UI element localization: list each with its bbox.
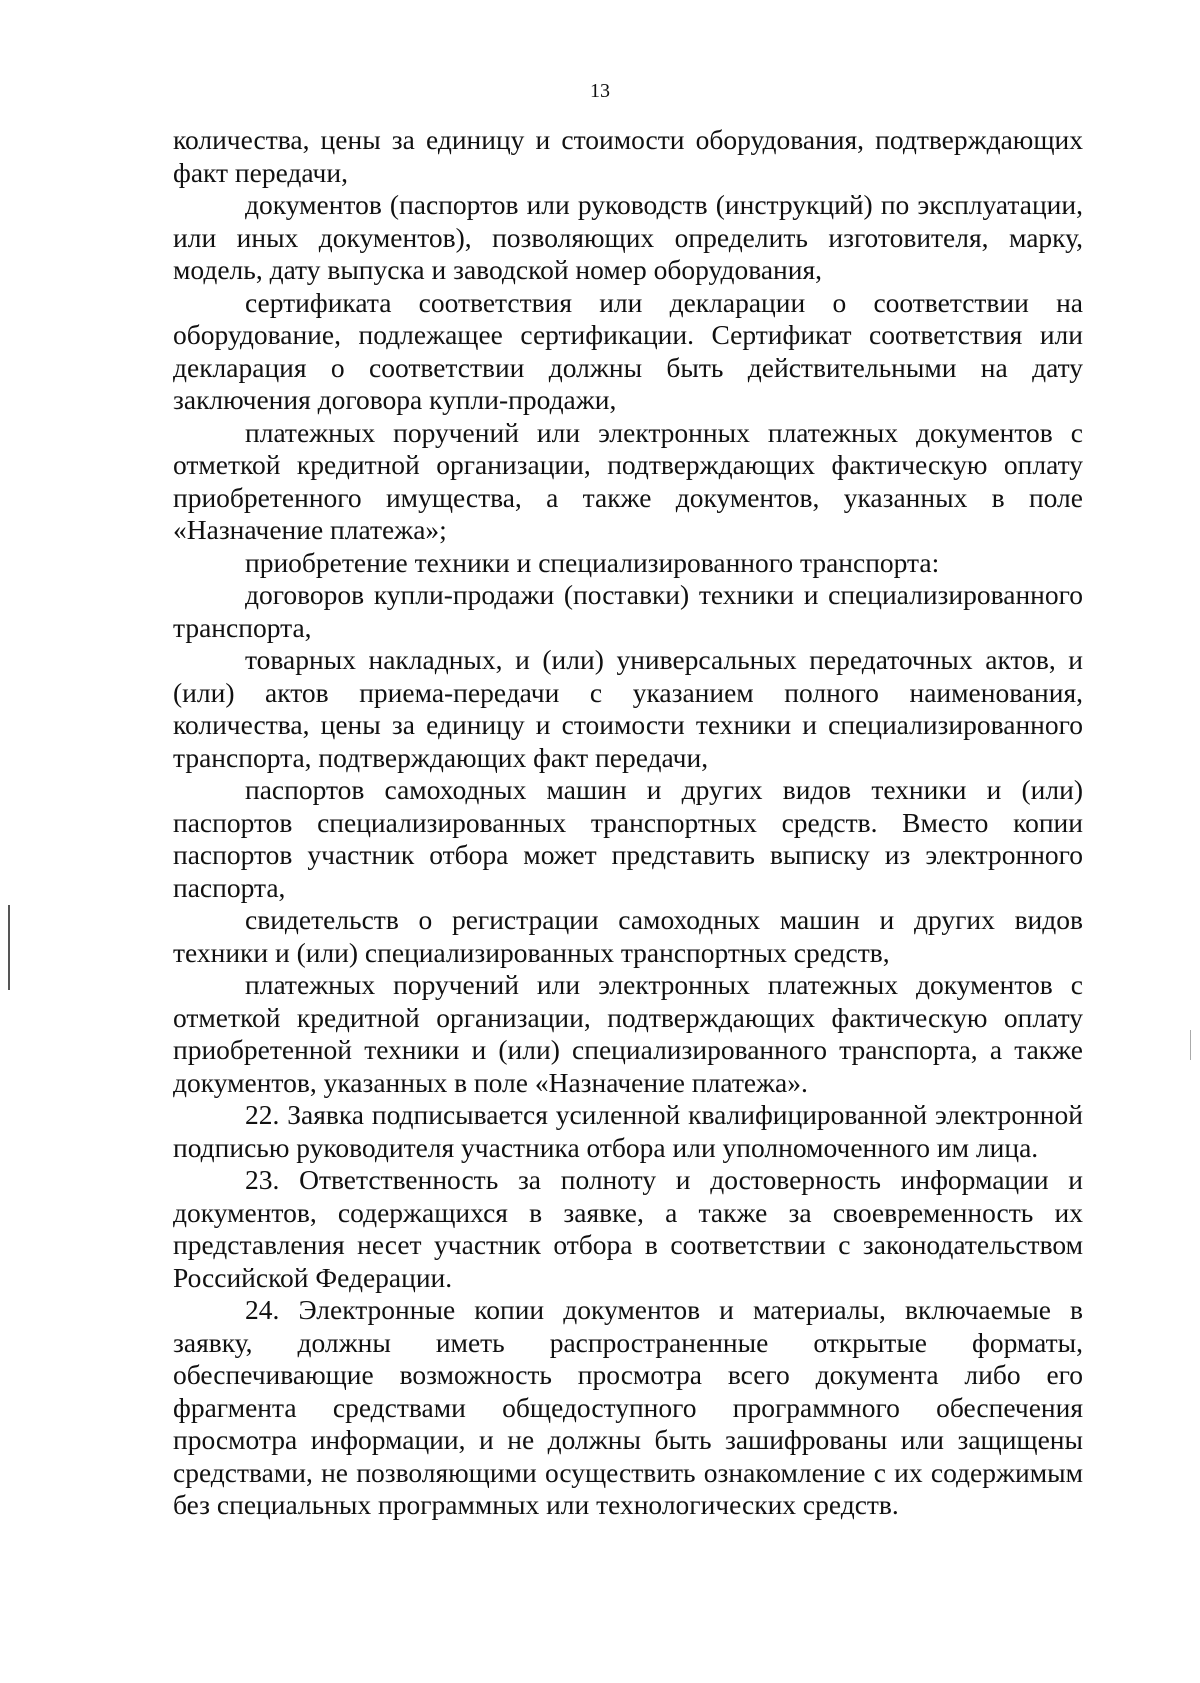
paragraph-payment-orders-vehicles: платежных поручений или электронных платежных документов с отметкой кредитной организации, подтверждающих фактическую оплату приобретенной техники и (или) специализированного транспорта, а также документов, указанных в поле «Назначение платежа». — [173, 969, 1083, 1098]
paragraph-sale-contracts: договоров купли-продажи (поставки) техники и специализированного транспорта, — [173, 579, 1083, 643]
paragraph-machine-passports: паспортов самоходных машин и других видов техники и (или) паспортов специализированных транспортных средств. Вместо копии паспортов участник отбора может представить выписку из электронного паспорта, — [173, 774, 1083, 903]
paragraph-vehicles-heading: приобретение техники и специализированного транспорта: — [245, 546, 940, 578]
scan-artifact-right — [1190, 1030, 1191, 1060]
paragraph-certificate: сертификата соответствия или декларации о соответствии на оборудование, подлежащее сертификации. Сертификат соответствия или декларация о соответствии должны быть действительными на дату заключения договора купли-продажи, — [173, 286, 1083, 415]
scan-artifact-left — [8, 905, 10, 990]
paragraph-payment-orders-equipment: платежных поручений или электронных платежных документов с отметкой кредитной организации, подтверждающих фактическую оплату приобретенного имущества, а также документов, указанных в поле «Назначение платежа»; — [173, 416, 1083, 545]
page-number: 13 — [590, 80, 610, 102]
paragraph-item-23: 23. Ответственность за полноту и достоверность информации и документов, содержащихся в заявке, а также за своевременность их представления несет участник отбора в соответствии с законодательством Российской Федерации. — [173, 1164, 1083, 1293]
paragraph-operation-documents: документов (паспортов или руководств (инструкций) по эксплуатации, или иных документов), позволяющих определить изготовителя, марку, модель, дату выпуска и заводской номер оборудования, — [173, 189, 1083, 285]
paragraph-registration-certificates: свидетельств о регистрации самоходных машин и других видов техники и (или) специализированных транспортных средств, — [173, 904, 1083, 968]
document-body — [173, 124, 1083, 1522]
paragraph-item-24: 24. Электронные копии документов и материалы, включаемые в заявку, должны иметь распространенные открытые форматы, обеспечивающие возможность просмотра всего документа либо его фрагмента средствами общедоступного программного обеспечения просмотра информации, и не должны быть зашифрованы или защищены средствами, не позволяющими осуществить ознакомление с их содержимым без специальных программных или технологических средств. — [173, 1294, 1083, 1520]
paragraph-item-22: 22. Заявка подписывается усиленной квалифицированной электронной подписью руководителя участника отбора или уполномоченного им лица. — [173, 1099, 1083, 1163]
paragraph-waybills: товарных накладных, и (или) универсальных передаточных актов, и (или) актов приема-передачи с указанием полного наименования, количества, цены за единицу и стоимости техники и специализированного транспорта, подтверждающих факт передачи, — [173, 644, 1083, 773]
paragraph-continuation: количества, цены за единицу и стоимости оборудования, подтверждающих факт передачи, — [173, 124, 1083, 188]
